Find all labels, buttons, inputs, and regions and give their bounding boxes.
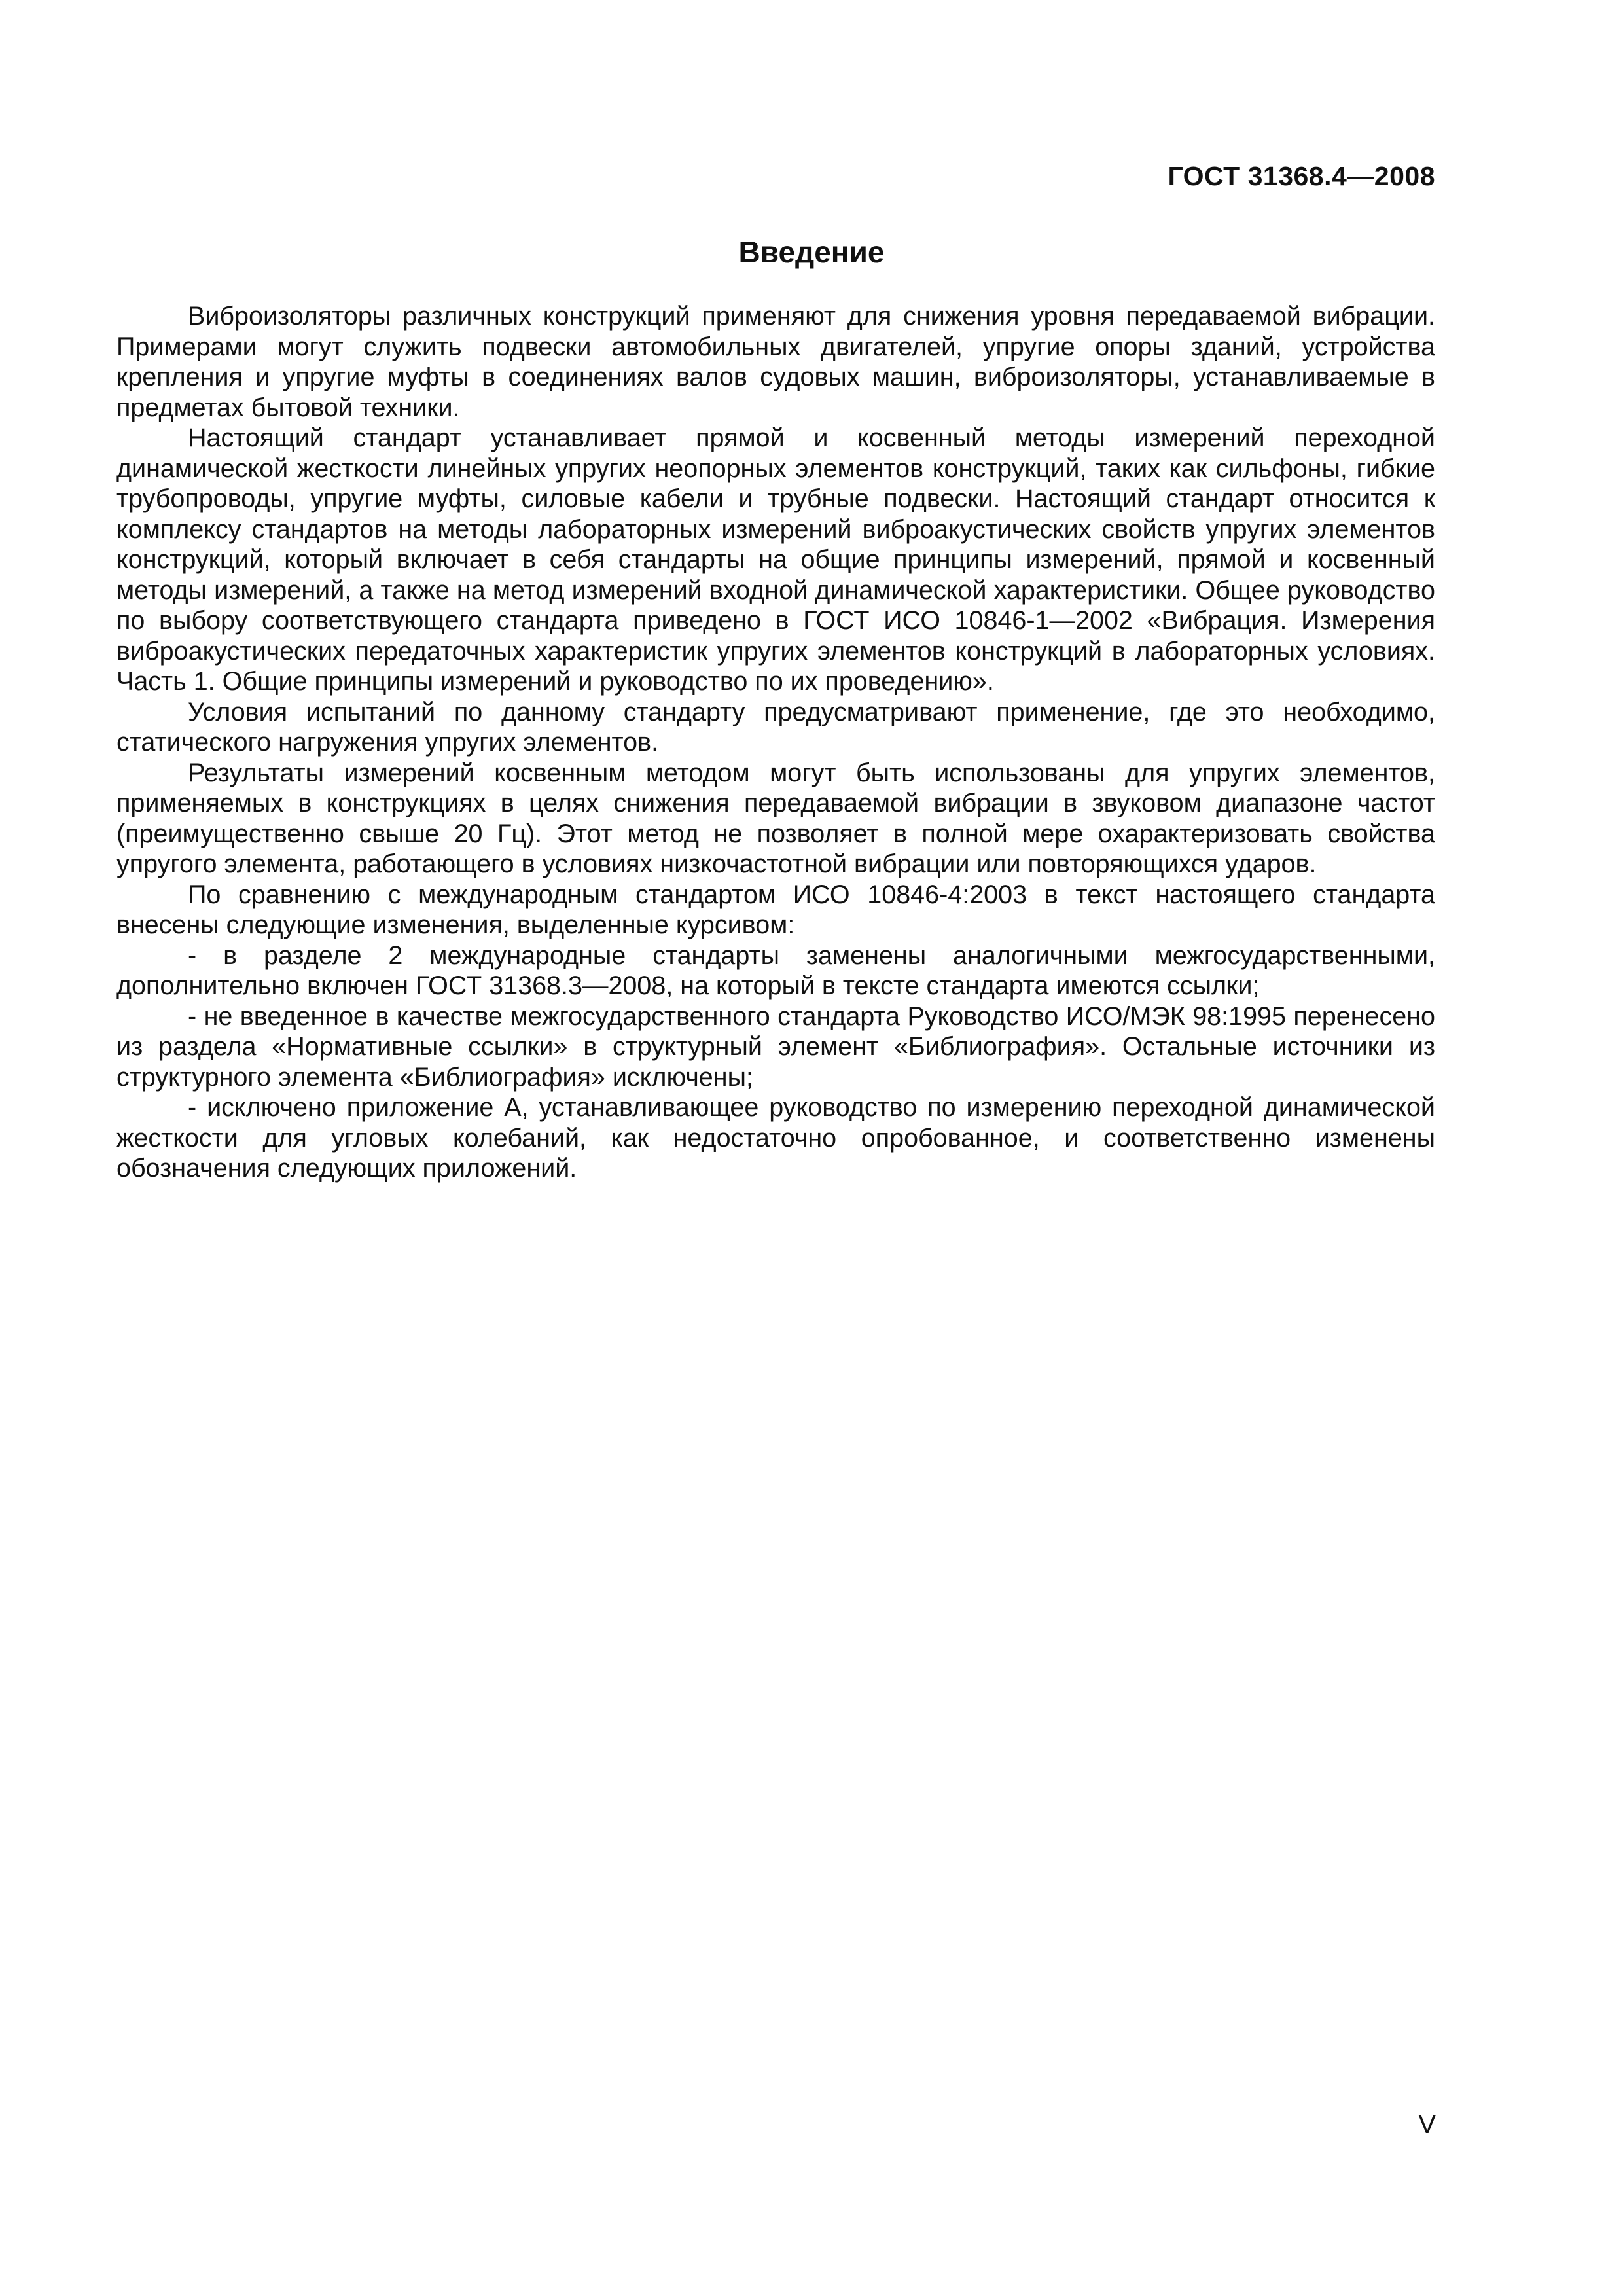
paragraph: Виброизоляторы различных конструкций применяют для снижения уровня передаваемой вибрации. Примерами могут служить подвески автомобильных двигателей, упругие опоры зданий, устройства крепления и упругие муфты в соединениях валов судовых машин, виброизоляторы, устанавливаемые в предметах бытовой техники. [116, 302, 1435, 422]
paragraph: Настоящий стандарт устанавливает прямой и косвенный методы измерений переходной динамической жесткости линейных упругих неопорных элементов конструкций, таких как сильфоны, гибкие трубопроводы, упругие муфты, силовые кабели и трубные подвески. Настоящий стандарт относится к комплексу стандартов на методы лабораторных измерений виброакустических свойств упругих элементов конструкций, который включает в себя стандарты на общие принципы измерений, прямой и косвенный методы измерений, а также на метод измерений входной динамической характеристики. Общее руководство по выбору соответствующего стандарта приведено в ГОСТ ИСО 10846-1—2002 «Вибрация. Измерения виброакустических передаточных характеристик упругих элементов конструкций в лабораторных условиях. Часть 1. Общие принципы измерений и руководство по их проведению». [116, 423, 1435, 696]
document-code: ГОСТ 31368.4—2008 [1168, 161, 1435, 191]
list-item: - в разделе 2 международные стандарты заменены аналогичными межгосударственными, дополнительно включен ГОСТ 31368.3—2008, на который в тексте стандарта имеются ссылки; [116, 941, 1435, 1000]
paragraph: По сравнению с международным стандартом ИСО 10846-4:2003 в текст настоящего стандарта внесены следующие изменения, выделенные курсивом: [116, 880, 1435, 939]
paragraph: Результаты измерений косвенным методом могут быть использованы для упругих элементов, применяемых в конструкциях в целях снижения передаваемой вибрации в звуковом диапазоне частот (преимущественно свыше 20 Гц). Этот метод не позволяет в полной мере охарактеризовать свойства упругого элемента, работающего в условиях низкочастотной вибрации или повторяющихся ударов. [116, 758, 1435, 878]
body-text [116, 301, 1435, 1184]
section-title: Введение [738, 235, 885, 269]
page-number: V [1418, 2110, 1436, 2139]
list-item: - исключено приложение А, устанавливающее руководство по измерению переходной динамической жесткости для угловых колебаний, как недостаточно опробованное, и соответственно изменены обозначения следующих приложений. [116, 1093, 1435, 1183]
paragraph: Условия испытаний по данному стандарту предусматривают применение, где это необходимо, статического нагружения упругих элементов. [116, 697, 1435, 757]
list-item: - не введенное в качестве межгосударственного стандарта Руководство ИСО/МЭК 98:1995 перенесено из раздела «Нормативные ссылки» в структурный элемент «Библиография». Остальные источники из структурного элемента «Библиография» исключены; [116, 1001, 1435, 1092]
